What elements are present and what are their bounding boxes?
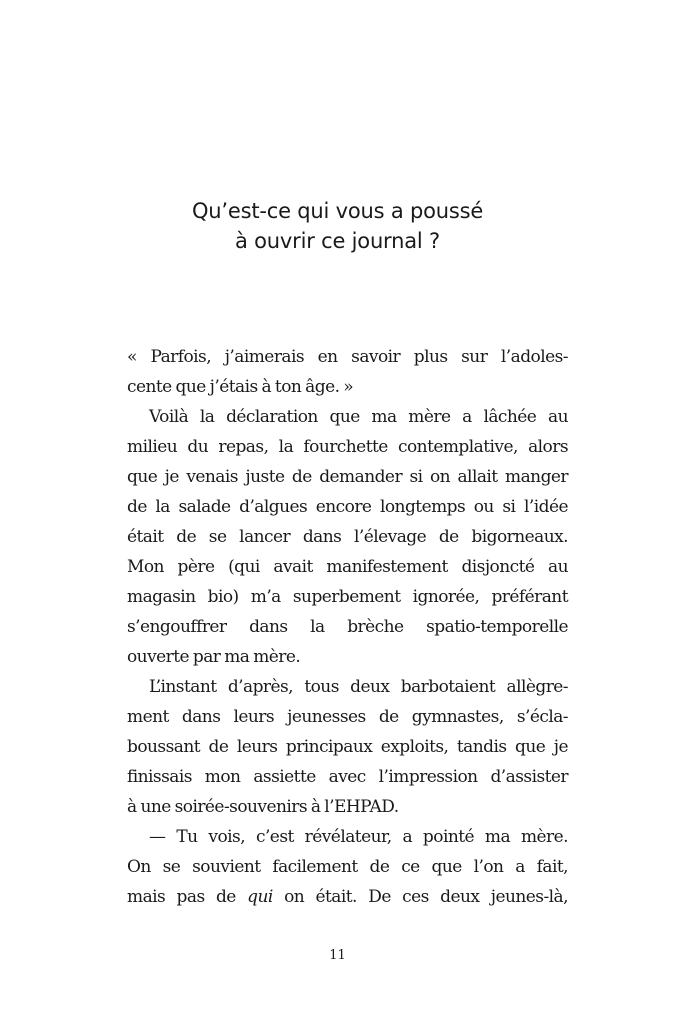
paragraph-2 [127,402,568,672]
chapter-title-line-2: à ouvrir ce journal ? [235,229,440,253]
text-line: L’instant d’après, tous deux barbotaient allègre- [149,677,568,697]
page-number: 11 [329,948,346,963]
paragraph-1 [127,342,568,402]
text-line: On se souvient facilement de ce que l’on a fait, [127,857,568,877]
text-line [127,882,568,912]
text-line: de la salade d’algues encore longtemps ou si l’idée [127,497,568,517]
paragraph-3 [127,672,568,822]
text-run: on était. De ces deux jeunes-là, [272,887,568,907]
text-line: Mon père (qui avait manifestement disjoncté au [127,557,568,577]
text-line: boussant de leurs principaux exploits, tandis que je [127,737,568,757]
paragraph-4 [127,822,568,912]
text-line: magasin bio) m’a superbement ignorée, préférant [127,587,568,607]
text-line: que je venais juste de demander si on allait manger [127,467,568,487]
text-line: finissais mon assiette avec l’impression d’assister [127,767,568,787]
text-line: — Tu vois, c’est révélateur, a pointé ma mère. [149,827,568,847]
text-line: était de se lancer dans l’élevage de bigorneaux. [127,527,568,547]
text-line: cente que j’étais à ton âge. » [127,377,354,397]
text-line: ment dans leurs jeunesses de gymnastes, s’écla- [127,707,568,727]
chapter-title [0,196,675,256]
chapter-title-line-1: Qu’est-ce qui vous a poussé [191,199,484,223]
text-line: Voilà la déclaration que ma mère a lâchée au [149,407,568,427]
text-line: milieu du repas, la fourchette contemplative, alors [127,437,568,457]
text-run: mais pas de [127,887,248,907]
text-line: « Parfois, j’aimerais en savoir plus sur l’adoles- [127,347,568,367]
text-line: ouverte par ma mère. [127,647,301,667]
text-line: s’engouffrer dans la brèche spatio-temporelle [127,617,568,637]
italic-word: qui [247,887,273,907]
text-line: à une soirée-souvenirs à l’EHPAD. [127,797,399,817]
body-text [127,342,568,912]
